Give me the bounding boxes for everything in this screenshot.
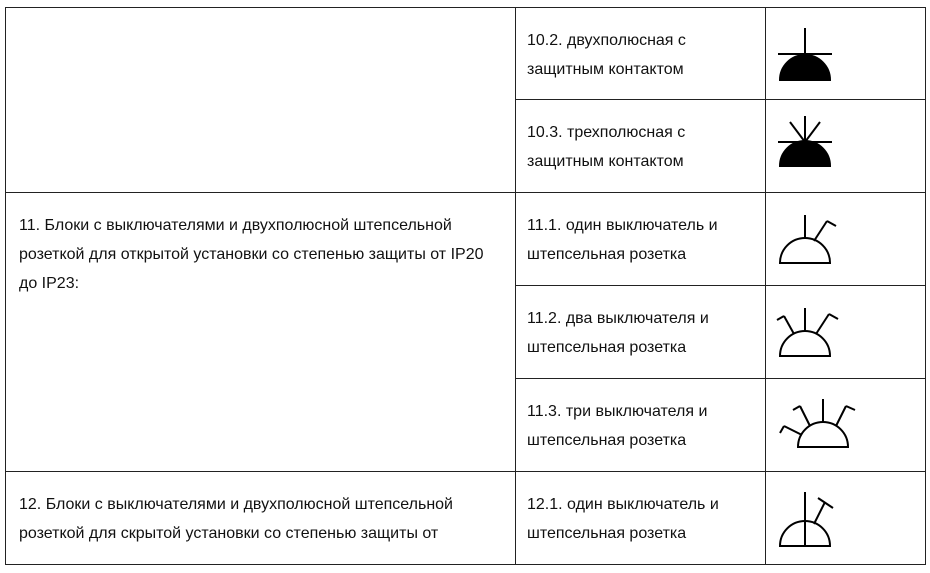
item-text: 12.1. один выключатель и штепсельная розетка xyxy=(527,496,719,542)
symbol-cell xyxy=(766,472,926,565)
item-cell xyxy=(516,100,766,193)
block-two-switches-socket-open-icon xyxy=(766,286,925,378)
item-text: 10.3. трехполюсная с защитным контактом xyxy=(527,124,686,170)
item-text: 11.2. два выключателя и штепсельная розетка xyxy=(527,310,709,356)
table-row xyxy=(6,193,926,286)
socket-2pole-protective-hidden-icon xyxy=(766,8,925,99)
symbol-cell xyxy=(766,100,926,193)
item-cell xyxy=(516,193,766,286)
symbols-table xyxy=(5,7,926,565)
group-text: 12. Блоки с выключателями и двухполюсной штепсельной розеткой для скрытой установки со степенью защиты от xyxy=(19,496,453,542)
item-cell xyxy=(516,472,766,565)
symbol-cell xyxy=(766,286,926,379)
symbol-cell xyxy=(766,193,926,286)
group-cell-12 xyxy=(6,472,516,565)
item-cell xyxy=(516,286,766,379)
group-text xyxy=(6,8,515,26)
item-text: 11.3. три выключателя и штепсельная розетка xyxy=(527,403,708,449)
symbol-cell xyxy=(766,8,926,100)
item-text: 11.1. один выключатель и штепсельная розетка xyxy=(527,217,718,263)
block-three-switches-socket-open-icon xyxy=(766,379,925,471)
group-text: 11. Блоки с выключателями и двухполюсной штепсельной розеткой для открытой установки со степенью защиты от IP20 до IP23: xyxy=(19,217,484,292)
block-one-switch-socket-hidden-icon xyxy=(766,472,925,564)
symbol-cell xyxy=(766,379,926,472)
group-cell-10 xyxy=(6,8,516,193)
block-one-switch-socket-open-icon xyxy=(766,193,925,285)
table-row xyxy=(6,8,926,100)
table-row xyxy=(6,472,926,565)
item-cell xyxy=(516,379,766,472)
item-text: 10.2. двухполюсная с защитным контактом xyxy=(527,32,686,78)
socket-3pole-protective-hidden-icon xyxy=(766,100,925,192)
item-cell xyxy=(516,8,766,100)
group-cell-11 xyxy=(6,193,516,472)
